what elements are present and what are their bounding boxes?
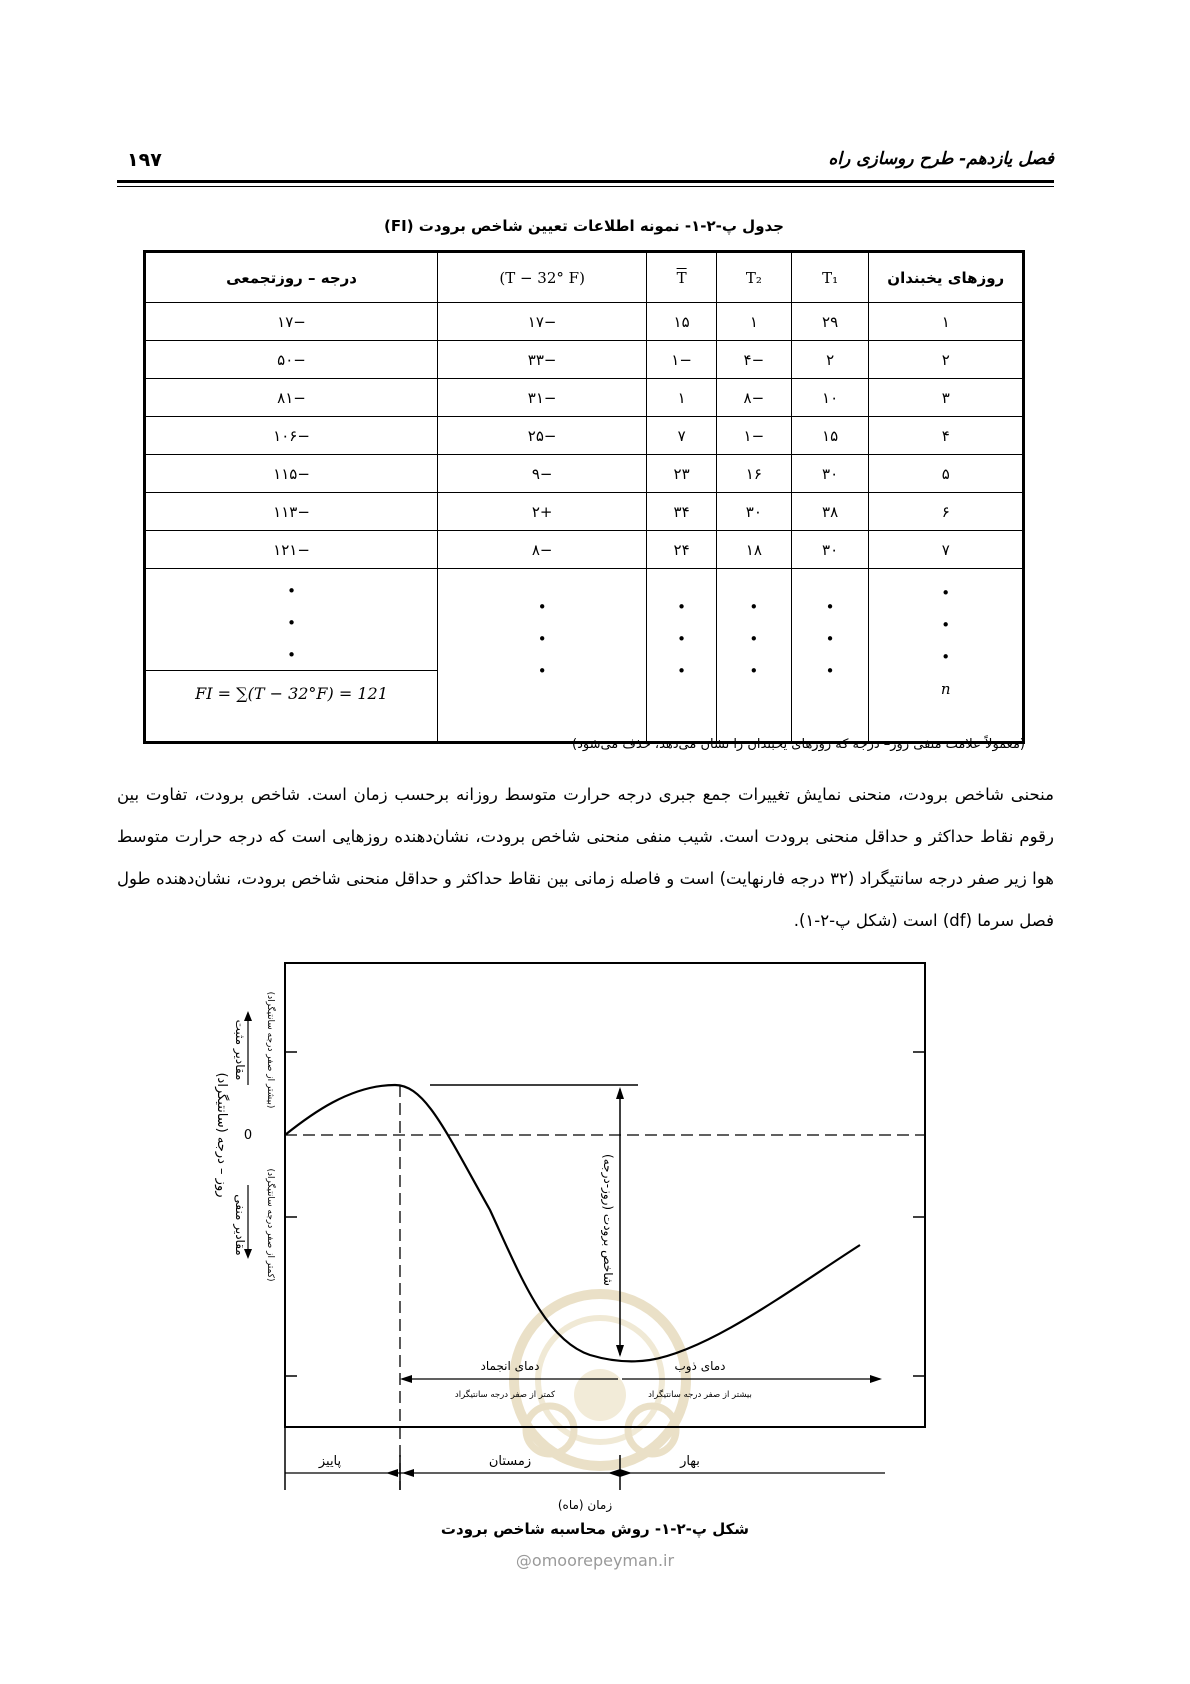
cell-diff: −۳۳	[438, 341, 647, 379]
season-autumn: پاییز	[318, 1454, 342, 1469]
frost-index-figure	[190, 955, 950, 1555]
thawing-temp-label: دمای ذوب	[674, 1359, 726, 1373]
table-row	[145, 531, 1024, 569]
watermark-text: @omoorepeyman.ir	[515, 1551, 675, 1570]
table-row	[145, 341, 1024, 379]
cell-day: ۴	[869, 417, 1024, 455]
cell-cum: −۸۱	[145, 379, 438, 417]
thawing-temp-sub: بیشتر از صفر درجه سانتیگراد	[648, 1390, 752, 1400]
cell-tbar: ۲۴	[647, 531, 717, 569]
cell-day: ۵	[869, 455, 1024, 493]
dot: •	[537, 662, 547, 680]
positive-values-sub: (بیشتر از صفر درجه سانتیگراد)	[265, 991, 275, 1109]
cell-t2: −۱	[716, 417, 791, 455]
dot: •	[287, 614, 296, 632]
table-caption: جدول پ-۲-۱- نمونه اطلاعات تعیین شاخص برودت (FI)	[384, 217, 784, 235]
cell-dots-day	[869, 569, 1024, 743]
cell-cum: −۱۷	[145, 303, 438, 341]
cell-t2: −۸	[716, 379, 791, 417]
cell-day: ۲	[869, 341, 1024, 379]
table-body	[145, 303, 1024, 743]
freeze-arrowhead	[400, 1375, 412, 1383]
cell-t2: ۱	[716, 303, 791, 341]
dot: •	[941, 648, 951, 666]
dot: •	[825, 662, 835, 680]
cell-tbar: ۳۴	[647, 493, 717, 531]
table-row	[145, 303, 1024, 341]
season-arrowhead-4	[620, 1469, 632, 1477]
season-arrowhead-1	[386, 1469, 398, 1477]
thaw-arrowhead	[870, 1375, 882, 1383]
header-cumulative: درجه – روزتجمعی	[145, 252, 438, 303]
cell-t1: ۱۰	[791, 379, 869, 417]
cell-cum: −۱۲۱	[145, 531, 438, 569]
header-diff: (T − 32° F)	[438, 252, 647, 303]
frost-index-label: شاخص برودت (روز-درجه)	[601, 1154, 615, 1286]
cell-day: ۳	[869, 379, 1024, 417]
dot: •	[287, 646, 296, 664]
dot: •	[749, 598, 759, 616]
figure-svg	[190, 955, 950, 1555]
cell-t1: ۳۰	[791, 455, 869, 493]
positive-values-label: مقادیر مثبت	[233, 1019, 247, 1081]
table-header-row	[145, 252, 1024, 303]
cell-t1: ۳۸	[791, 493, 869, 531]
cell-diff: −۸	[438, 531, 647, 569]
header-t2: T₂	[716, 252, 791, 303]
header-rule-thin	[117, 186, 1054, 187]
frost-index-arrowhead-bottom	[616, 1345, 624, 1357]
dot: •	[941, 584, 951, 602]
negative-values-sub: (کمتر از صفر درجه سانتیگراد)	[265, 1168, 275, 1282]
cell-tbar: −۱	[647, 341, 717, 379]
dot: •	[677, 662, 687, 680]
figure-caption: شکل پ-۲-۱- روش محاسبه شاخص برودت	[440, 1520, 750, 1538]
cell-tbar: ۱۵	[647, 303, 717, 341]
cell-t1: ۲	[791, 341, 869, 379]
cell-t1: ۱۵	[791, 417, 869, 455]
frost-index-table	[143, 250, 1025, 744]
cell-cum: −۵۰	[145, 341, 438, 379]
cell-dots-tbar	[647, 569, 717, 743]
n-symbol: n	[940, 680, 951, 698]
cell-tbar: ۲۳	[647, 455, 717, 493]
cell-tbar: ۱	[647, 379, 717, 417]
page-header	[117, 147, 1054, 181]
header-rule-thick	[117, 180, 1054, 183]
page-number: ۱۹۷	[127, 149, 162, 171]
watermark-emblem	[514, 1294, 686, 1466]
cumulative-dots	[146, 569, 437, 671]
cell-diff: −۳۱	[438, 379, 647, 417]
dot: •	[825, 630, 835, 648]
freezing-temp-label: دمای انجماد	[480, 1359, 540, 1373]
cell-cum: −۱۱۳	[145, 493, 438, 531]
cell-day: ۶	[869, 493, 1024, 531]
table-row	[145, 455, 1024, 493]
dot: •	[749, 630, 759, 648]
table-note: (معمولاً علامت منفی روز– درجه که روزهای یخبندان را نشان می‌دهد، حذف می‌شود)	[572, 737, 1025, 752]
frost-index-curve	[285, 1085, 860, 1361]
cell-day: ۷	[869, 531, 1024, 569]
season-arrowhead-2	[402, 1469, 414, 1477]
cell-t2: ۱۶	[716, 455, 791, 493]
season-winter: زمستان	[488, 1454, 532, 1469]
fi-formula: FI = ∑(T − 32°F) = 121	[195, 684, 388, 703]
cell-dots-diff	[438, 569, 647, 743]
negative-values-label: مقادیر منفی	[233, 1194, 247, 1256]
cell-diff: −۹	[438, 455, 647, 493]
frost-index-arrowhead-top	[616, 1087, 624, 1099]
dot: •	[287, 582, 296, 600]
dot: •	[825, 598, 835, 616]
cell-t1: ۲۹	[791, 303, 869, 341]
dot: •	[677, 630, 687, 648]
freezing-temp-sub: کمتر از صفر درجه سانتیگراد	[454, 1390, 556, 1400]
cell-diff: −۱۷	[438, 303, 647, 341]
y-axis-label: روز – درجه (سانتیگراد)	[214, 1072, 229, 1198]
dot: •	[677, 598, 687, 616]
cell-t2: ۳۰	[716, 493, 791, 531]
table-row	[145, 493, 1024, 531]
cell-tbar: ۷	[647, 417, 717, 455]
cell-dots-t1	[791, 569, 869, 743]
body-paragraph: منحنی شاخص برودت، منحنی نمایش تغییرات جمع جبری درجه حرارت متوسط روزانه برحسب زمان است. شاخص برودت، تفاوت بین رقوم نقاط حداکثر و حداقل منحنی برودت است. شیب منفی منحنی شاخص برودت، نشان‌دهنده روزهایی است که درجه حرارت متوسط هوا زیر صفر درجه سانتیگراد (۳۲ درجه فارنهایت) است و فاصله زمانی بین نقاط حداکثر و حداقل منحنی شاخص برودت، نشان‌دهنده طول فصل سرما (df) است (شکل پ-۲-۱).	[117, 785, 1054, 930]
table-row-continuation	[145, 569, 1024, 743]
cell-cum: −۱۱۵	[145, 455, 438, 493]
cell-diff: +۲	[438, 493, 647, 531]
chapter-title: فصل یازدهم- طرح روسازی راه	[828, 149, 1054, 169]
cell-diff: −۲۵	[438, 417, 647, 455]
cell-t2: ۱۸	[716, 531, 791, 569]
season-spring: بهار	[680, 1454, 700, 1469]
dot: •	[941, 616, 951, 634]
cell-dots-t2	[716, 569, 791, 743]
cell-t1: ۳۰	[791, 531, 869, 569]
cell-cumulative-tail	[145, 569, 438, 743]
dot: •	[537, 630, 547, 648]
header-tbar: T	[647, 252, 717, 303]
header-days: روزهای یخبندان	[869, 252, 1024, 303]
cell-day: ۱	[869, 303, 1024, 341]
x-axis-label: زمان (ماه)	[557, 1498, 613, 1512]
zero-label: 0	[243, 1128, 253, 1143]
table-row	[145, 379, 1024, 417]
cell-t2: −۴	[716, 341, 791, 379]
table-row	[145, 417, 1024, 455]
dot: •	[537, 598, 547, 616]
cell-cum: −۱۰۶	[145, 417, 438, 455]
dot: •	[749, 662, 759, 680]
header-t1: T₁	[791, 252, 869, 303]
